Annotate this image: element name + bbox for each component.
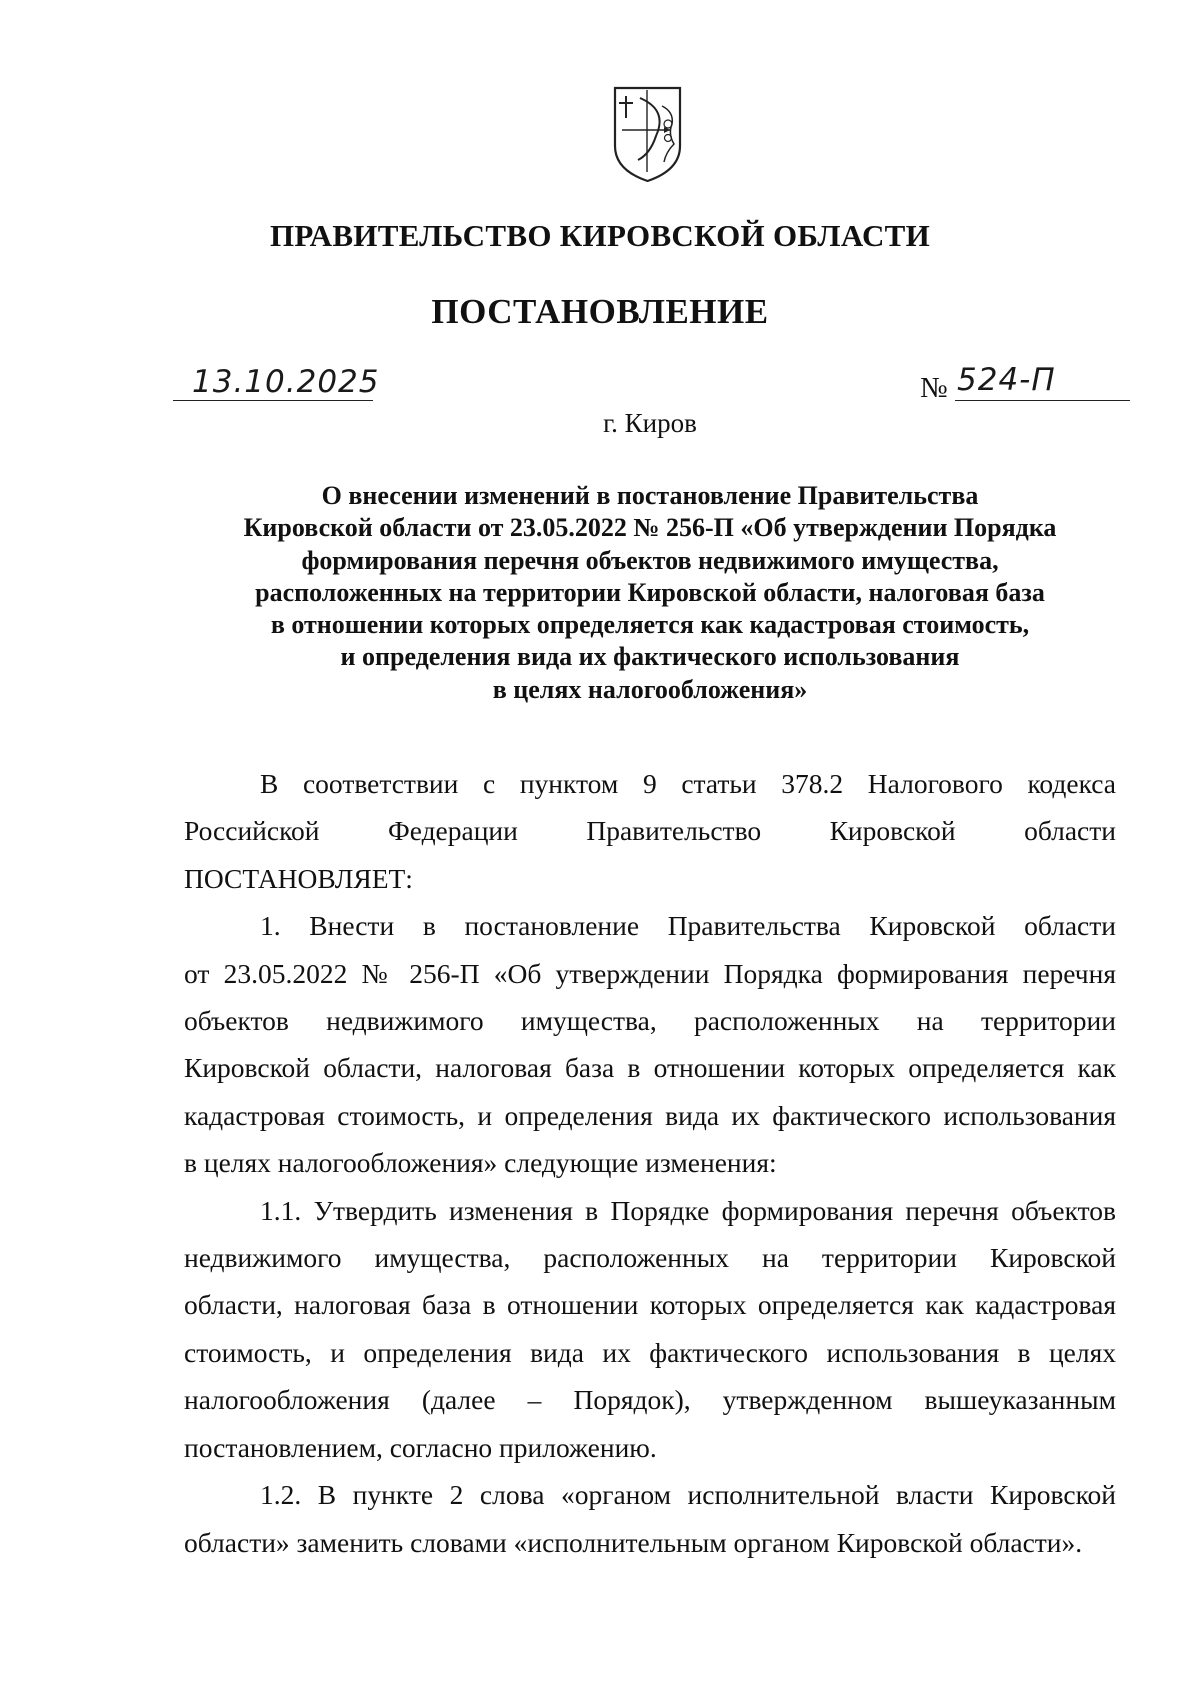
text-line: постановлением, согласно приложению. <box>184 1431 657 1463</box>
preamble-continuation <box>184 807 1116 902</box>
title-line: и определения вида их фактического использования <box>340 642 960 672</box>
coat-of-arms-emblem <box>610 84 685 184</box>
document-body <box>184 760 1116 1566</box>
text-line: области» заменить словами «исполнительным органом Кировской области». <box>184 1526 1083 1558</box>
city-name: г. Киров <box>603 408 697 438</box>
clause-1-1 <box>184 1187 1116 1234</box>
document-type: ПОСТАНОВЛЕНИЕ <box>431 292 769 331</box>
text-line: недвижимого имущества, расположенных на территории Кировской <box>184 1242 1116 1274</box>
clause-1-2-continuation <box>184 1519 1116 1566</box>
text-line: 1.1. Утвердить изменения в Порядке формирования перечня объектов <box>260 1194 1116 1226</box>
document-date: 13.10.2025 <box>192 364 380 400</box>
number-sign: № <box>920 372 948 404</box>
title-line: О внесении изменений в постановление Правительства <box>321 481 979 510</box>
preamble-paragraph <box>184 760 1116 807</box>
text-line: ПОСТАНОВЛЯЕТ: <box>184 862 413 894</box>
title-line: в целях налогообложения» <box>492 674 808 704</box>
title-line: в отношении которых определяется как кадастровая стоимость, <box>270 610 1030 640</box>
title-line: Кировской области от 23.05.2022 № 256-П «Об утверждении Порядка <box>243 513 1057 543</box>
document-number: 524-П <box>957 362 1056 398</box>
text-line: области, налоговая база в отношении которых определяется как кадастровая <box>184 1289 1116 1321</box>
text-line: Российской Федерации Правительство Кировской области <box>184 815 1116 847</box>
document-title <box>200 480 1100 706</box>
clause-1-2 <box>184 1471 1116 1518</box>
text-line: объектов недвижимого имущества, расположенных на территории <box>184 1005 1116 1037</box>
text-line: 1.2. В пункте 2 слова «органом исполнительной власти Кировской <box>260 1479 1116 1511</box>
text-line: 1. Внести в постановление Правительства Кировской области <box>260 910 1116 942</box>
text-line: В соответствии с пунктом 9 статьи 378.2 Налогового кодекса <box>260 768 1116 799</box>
text-line: налогообложения (далее – Порядок), утвержденном вышеуказанным <box>184 1384 1116 1416</box>
clause-1 <box>184 902 1116 949</box>
text-line: Кировской области, налоговая база в отношении которых определяется как <box>184 1052 1116 1084</box>
text-line: в целях налогообложения» следующие изменения: <box>184 1147 777 1179</box>
clause-1-1-continuation <box>184 1234 1116 1471</box>
text-line: стоимость, и определения вида их фактического использования в целях <box>184 1336 1116 1368</box>
text-line: от 23.05.2022 № 256-П «Об утверждении Порядка формирования перечня <box>184 957 1116 989</box>
clause-1-continuation <box>184 950 1116 1187</box>
title-line: расположенных на территории Кировской области, налоговая база <box>255 577 1045 607</box>
title-line: формирования перечня объектов недвижимого имущества, <box>301 545 999 575</box>
text-line: кадастровая стоимость, и определения вида их фактического использования <box>184 1099 1116 1131</box>
organization-name: ПРАВИТЕЛЬСТВО КИРОВСКОЙ ОБЛАСТИ <box>269 218 931 253</box>
